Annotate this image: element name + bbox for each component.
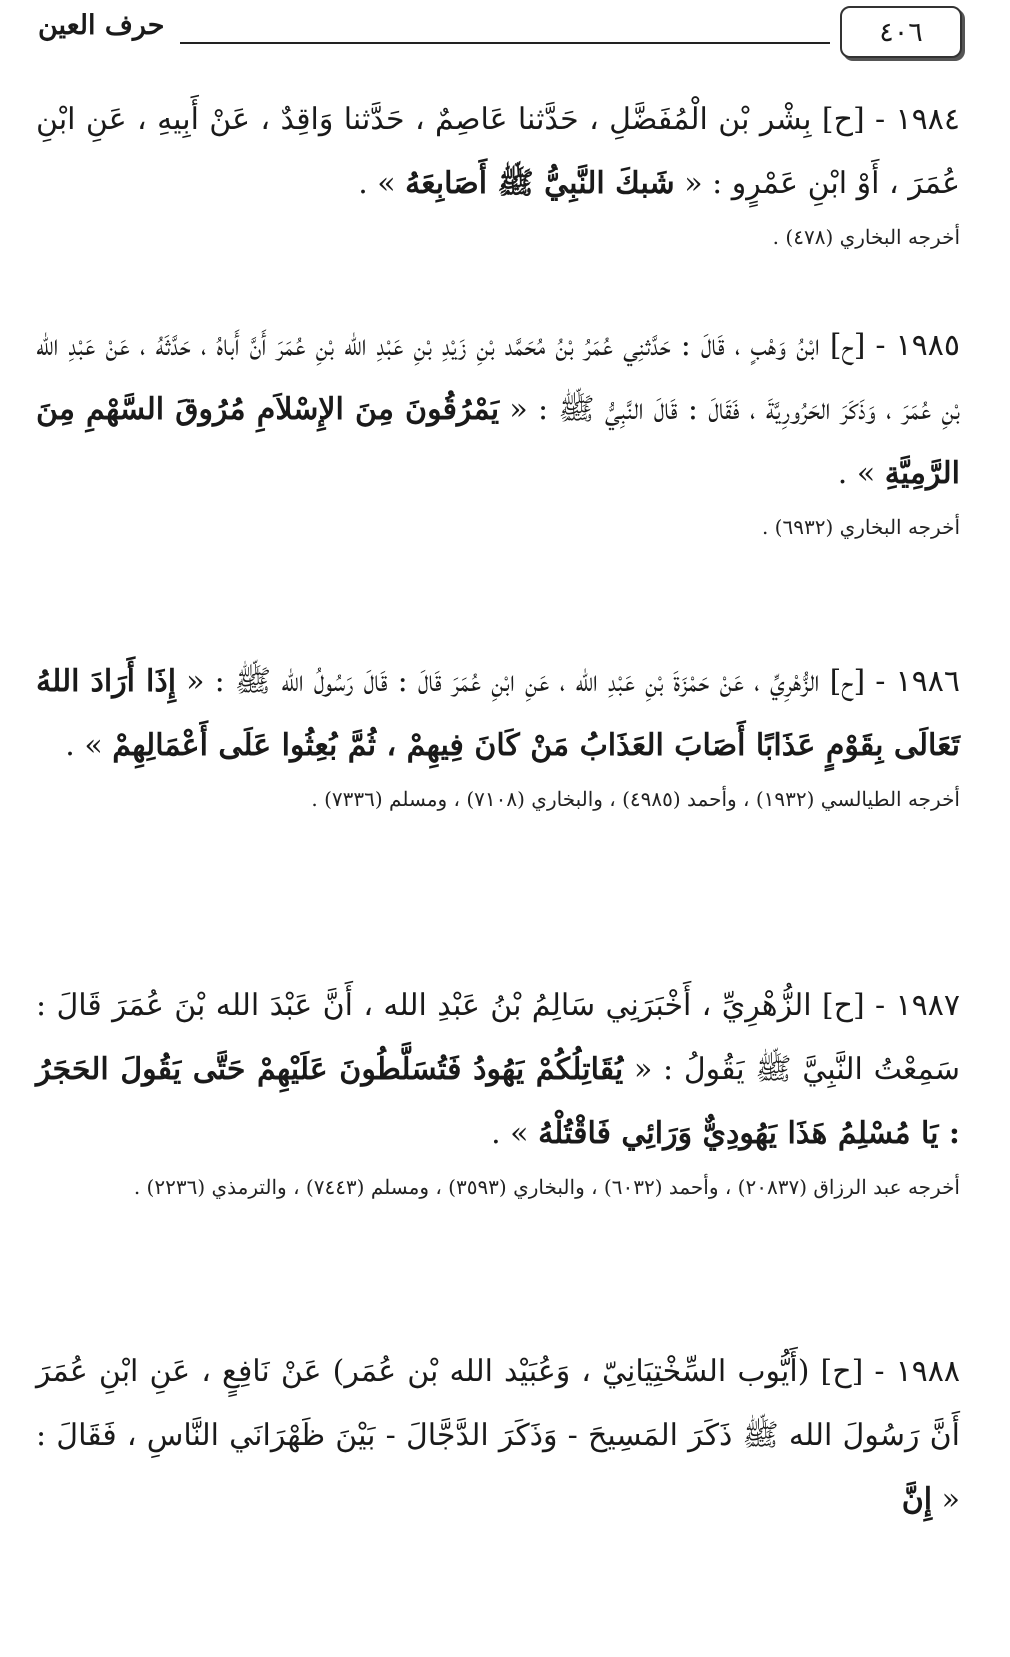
hadith-text bbox=[36, 650, 960, 778]
hadith-matn: يُقَاتِلُكُمْ يَهُودُ فَتُسَلَّطُونَ عَلَيْهِمْ حَتَّى يَقُولَ الحَجَرُ : يَا مُسْلِمُ هَذَا يَهُودِيٌّ وَرَائِي فَاقْتُلْهُ bbox=[36, 1052, 960, 1151]
hadith-closing: » . bbox=[65, 728, 113, 763]
hadith-text bbox=[36, 1340, 960, 1532]
takhrij-note: أخرجه البخاري (٤٧٨) . bbox=[772, 225, 960, 249]
hadith-text bbox=[36, 974, 960, 1166]
hadith-isnad: (أَيُّوب السِّخْتِيَانِيّ ، وَعُبَيْد الله بْن عُمَر) عَنْ نَافِعٍ ، عَنِ ابْنِ عُمَرَ أَنَّ رَسُولَ الله ﷺ ذَكَرَ المَسِيحَ - وَذَكَرَ الدَّجَّالَ - بَيْنَ ظَهْرَانَي النَّاسِ ، فَقَالَ : « bbox=[36, 1354, 960, 1517]
hadith-entry bbox=[36, 650, 960, 938]
hadith-number: ١٩٨٥ - [ح] bbox=[829, 328, 960, 363]
hadith-closing: » . bbox=[491, 1116, 539, 1151]
hadith-entry bbox=[36, 1340, 961, 1517]
header-rule bbox=[180, 42, 830, 44]
hadith-matn: يَمْرُقُونَ مِنَ الإِسْلاَمِ مُرُوقَ السَّهْمِ مِنَ الرَّمِيَّةِ bbox=[36, 392, 960, 491]
page-content bbox=[36, 88, 960, 1516]
hadith-closing: » . bbox=[358, 166, 406, 201]
hadith-entry bbox=[36, 314, 960, 614]
hadith-matn: إِذَا أَرَادَ اللهُ تَعَالَى بِقَوْمٍ عَذَابًا أَصَابَ العَذَابُ مَنْ كَانَ فِيهِمْ ، ثُمَّ بُعِثُوا عَلَى أَعْمَالِهِمْ bbox=[36, 664, 960, 763]
hadith-text bbox=[36, 88, 960, 216]
hadith-isnad: الزُّهْرِيِّ ، عَنْ حَمْزَةَ بْنِ عَبْدِ الله ، عَنِ ابْنِ عُمَرَ قَالَ : قَالَ رَسُولُ الله ﷺ : « bbox=[176, 664, 830, 699]
takhrij-note: أخرجه عبد الرزاق (٢٠٨٣٧) ، وأحمد (٦٠٣٢) ، والبخاري (٣٥٩٣) ، ومسلم (٧٤٤٣) ، والترمذي (٢٢٣٦) . bbox=[133, 1175, 960, 1199]
hadith-matn: شَبكَ النَّبِيُّ ﷺ أَصَابِعَهُ bbox=[405, 166, 675, 201]
hadith-number: ١٩٨٤ - [ح] bbox=[821, 102, 960, 137]
hadith-text bbox=[36, 314, 960, 506]
hadith-closing: » . bbox=[837, 456, 885, 491]
chapter-title: حرف العين bbox=[38, 10, 165, 41]
hadith-matn: إِنَّ bbox=[901, 1482, 933, 1517]
hadith-isnad: ابْنُ وَهْبٍ ، قَالَ : حَدَّثنِي عُمَرُ بْنُ مُحَمَّد بْنِ زَيْدِ بْنِ عَبْدِ الله بْنِ عُمَرَ أَنَّ أَباهُ ، حَدَّثَهُ ، عَنْ عَبْدِ الله بْنِ عُمَرَ ، وَذَكَرَ الحَرُورِيَّةَ ، فَقَالَ : قَالَ النَّبِيُّ ﷺ : « bbox=[36, 328, 961, 427]
hadith-isnad: بِشْر بْن الْمُفَضَّلِ ، حَدَّثنا عَاصِمٌ ، حَدَّثنا وَاقِدٌ ، عَنْ أَبِيهِ ، عَنِ ابْنِ عُمَرَ ، أَوْ ابْنِ عَمْرٍو : « bbox=[36, 102, 960, 201]
hadith-entry bbox=[36, 88, 960, 278]
takhrij-note: أخرجه الطيالسي (١٩٣٢) ، وأحمد (٤٩٨٥) ، والبخاري (٧١٠٨) ، ومسلم (٧٣٣٦) . bbox=[311, 787, 960, 811]
takhrij-note: أخرجه البخاري (٦٩٣٢) . bbox=[761, 515, 960, 539]
hadith-number: ١٩٨٨ - [ح] bbox=[820, 1354, 961, 1389]
hadith-isnad: الزُّهْرِيِّ ، أَخْبَرَنِي سَالِمُ بْنُ عَبْدِ الله ، أَنَّ عَبْدَ الله بْنَ عُمَرَ قَالَ : سَمِعْتُ النَّبِيَّ ﷺ يَقُولُ : « bbox=[36, 988, 960, 1087]
page-number: ٤٠٦ bbox=[840, 6, 962, 58]
page-header bbox=[0, 0, 1010, 70]
hadith-number: ١٩٨٦ - [ح] bbox=[829, 664, 960, 699]
hadith-number: ١٩٨٧ - [ح] bbox=[821, 988, 960, 1023]
hadith-entry bbox=[36, 974, 960, 1304]
